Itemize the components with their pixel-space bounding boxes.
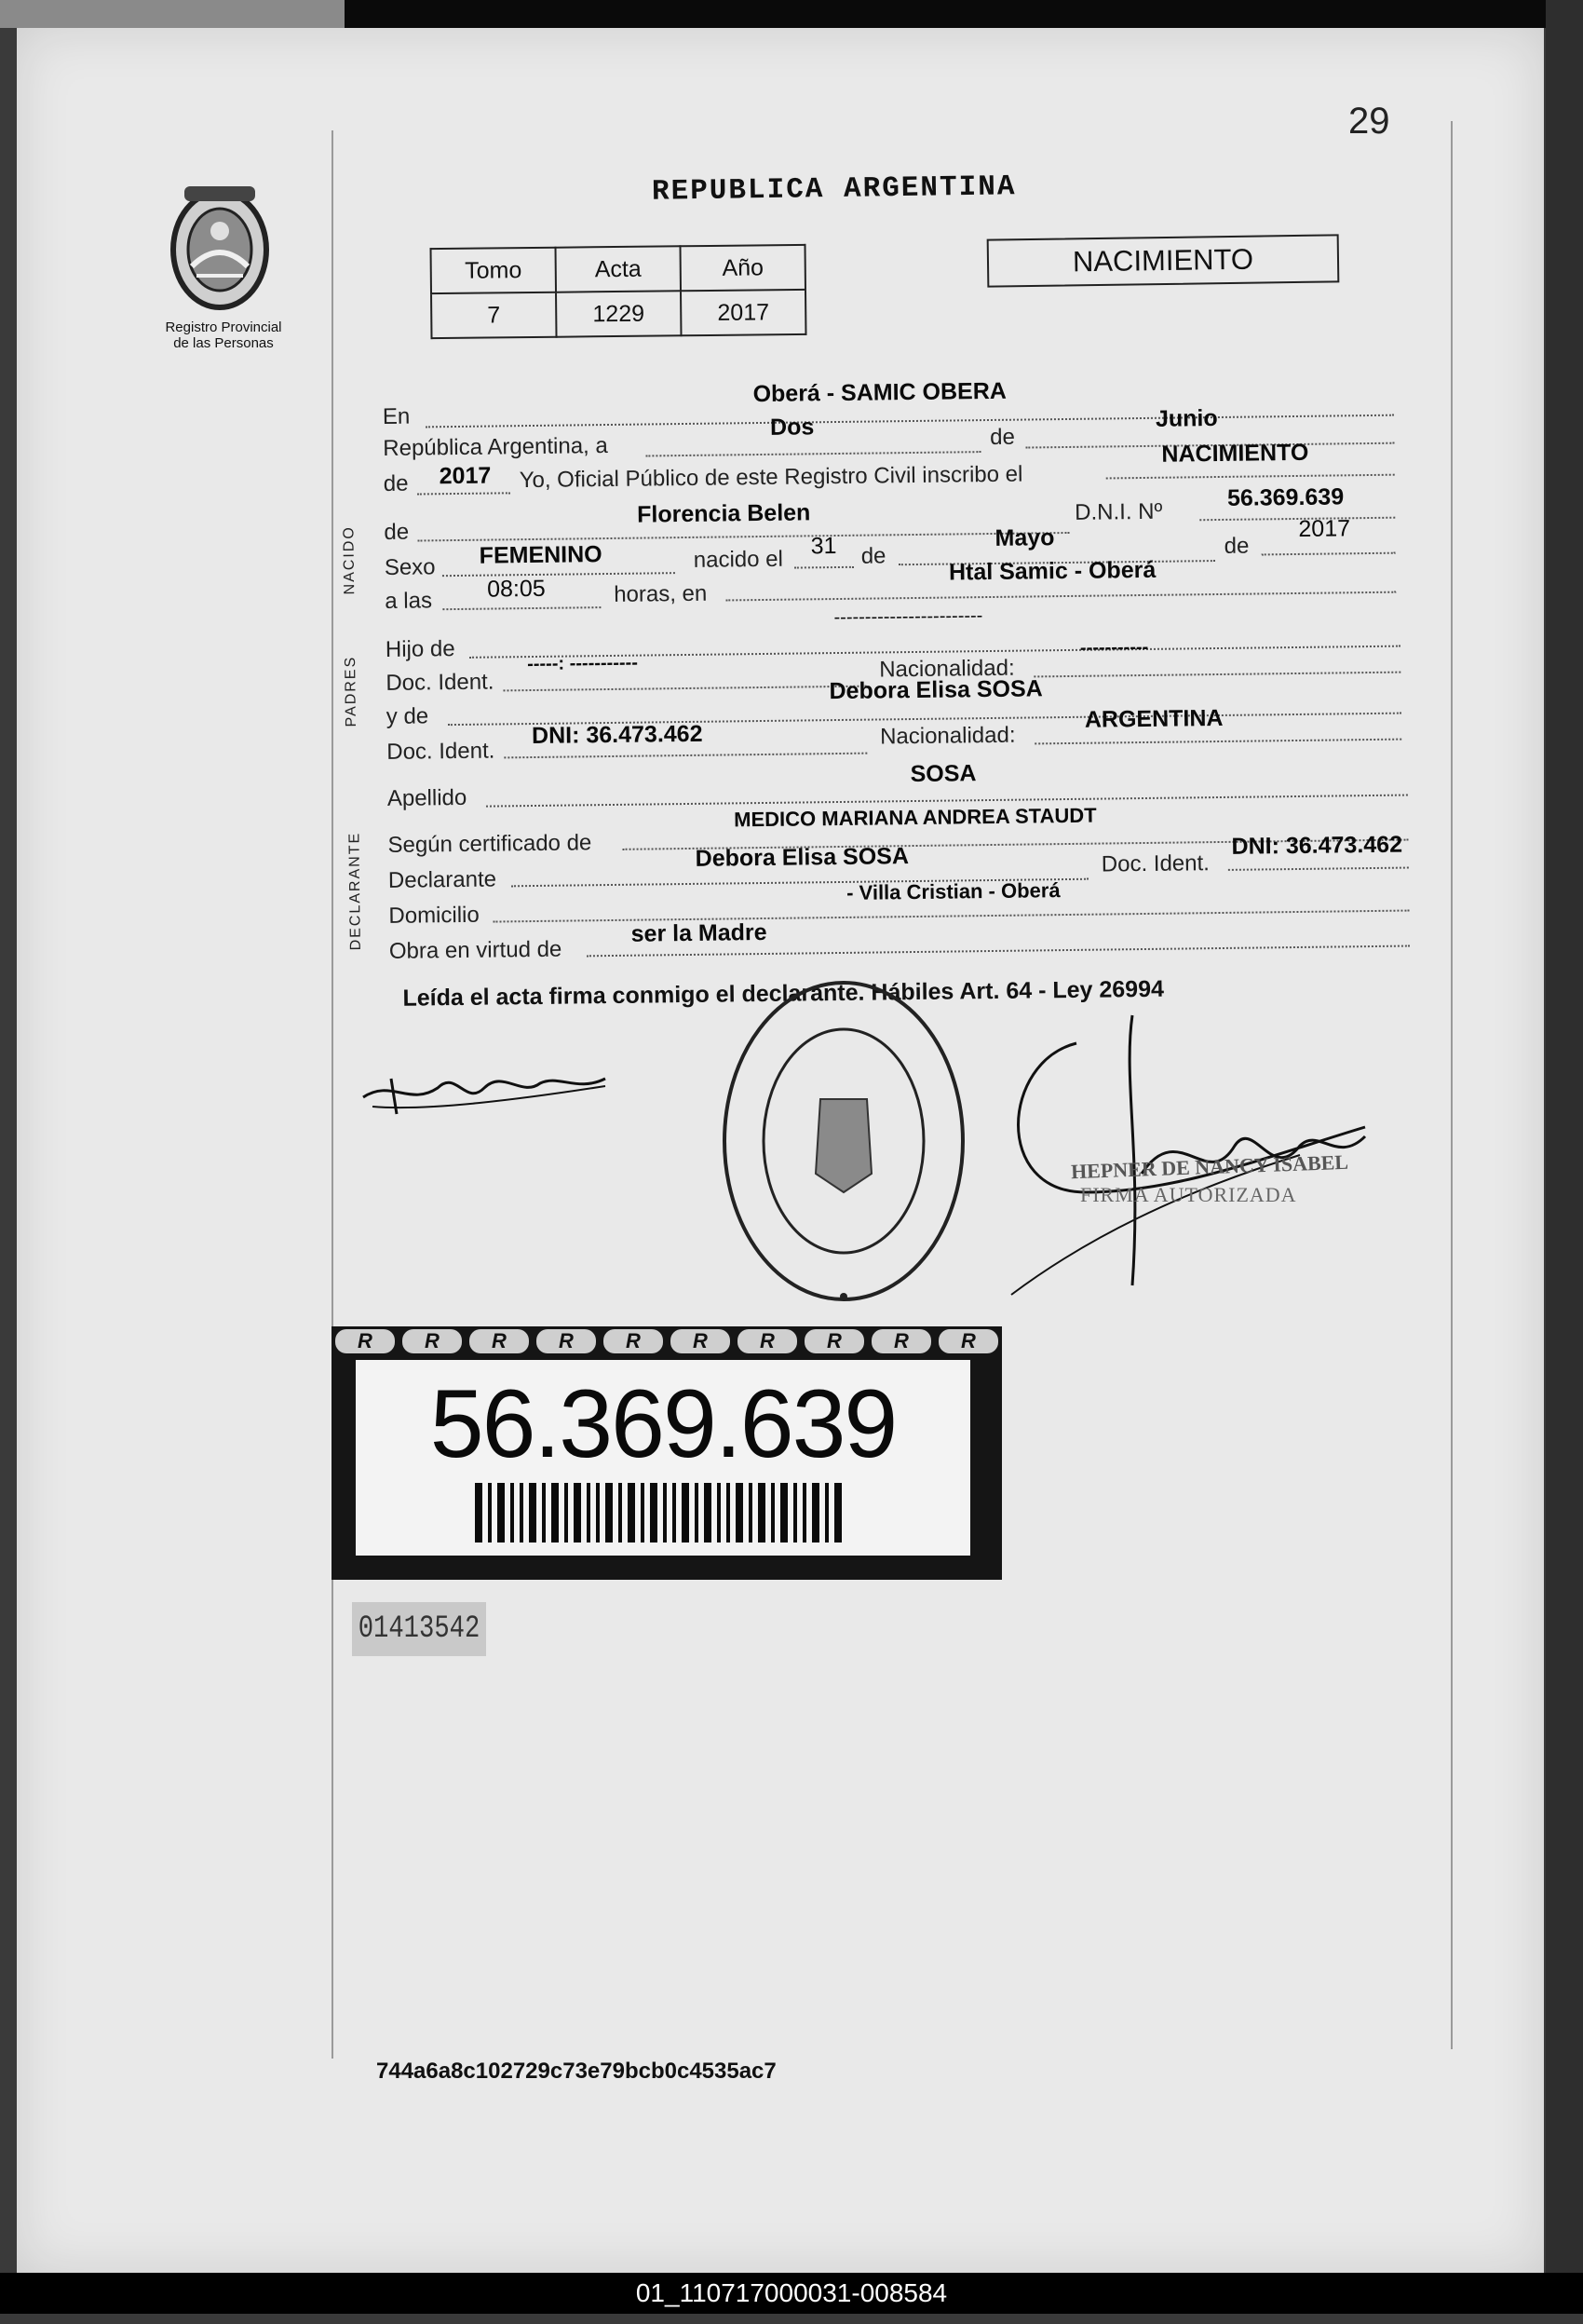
document-hash: 744a6a8c102729c73e79bcb0c4535ac7	[376, 2059, 777, 2084]
father-name-value: ------------------------	[833, 605, 983, 629]
mother-name-value: Debora Elisa SOSA	[829, 675, 1043, 705]
birth-place-value: Htal Samic - Oberá	[948, 556, 1157, 586]
mother-doc-value: DNI: 36.473.462	[531, 720, 703, 750]
r-mark: R	[737, 1329, 797, 1353]
declarante-side-label: DECLARANTE	[346, 831, 364, 951]
inscription-type-value: NACIMIENTO	[1161, 439, 1309, 468]
nacido-side-label: NACIDO	[341, 525, 359, 595]
declarante-label: Declarante	[387, 866, 497, 893]
dotted-line	[1262, 552, 1396, 556]
file-id-bar	[0, 2273, 1583, 2314]
y-de-label: y de	[386, 703, 429, 729]
page-number: 29	[1348, 101, 1390, 142]
r-mark: R	[670, 1329, 730, 1353]
place-value: Oberá - SAMIC OBERA	[752, 377, 1008, 408]
a-las-label: a las	[385, 588, 433, 614]
birth-year-value: 2017	[1298, 515, 1351, 542]
doc-ident-label-3: Doc. Ident.	[1101, 850, 1211, 877]
anio-value: 2017	[681, 290, 805, 335]
dni-label-block	[331, 1326, 1002, 1580]
hijo-de-label: Hijo de	[385, 636, 455, 662]
de-label-3: de	[860, 543, 886, 569]
dotted-line	[503, 686, 866, 692]
anio-header: Año	[680, 245, 805, 291]
barcode	[475, 1483, 847, 1543]
surname-value: SOSA	[910, 760, 977, 788]
birth-month-value: Mayo	[994, 524, 1055, 551]
day-words-value: Dos	[769, 414, 815, 441]
nacido-de-label: de	[384, 519, 410, 545]
de-label-2: de	[383, 470, 409, 496]
de-label: de	[990, 424, 1016, 450]
r-mark: R	[469, 1329, 529, 1353]
obra-value: ser la Madre	[630, 918, 767, 947]
dni-label-panel	[356, 1360, 970, 1556]
caption-line-2: de las Personas	[173, 335, 274, 351]
month-value: Junio	[1155, 405, 1218, 432]
birth-day-value: 31	[810, 533, 837, 560]
de-label-4: de	[1224, 533, 1250, 559]
r-mark: R	[939, 1329, 998, 1353]
dotted-line	[1034, 672, 1400, 678]
birth-time-value: 08:05	[486, 575, 546, 603]
mother-nationality-value: ARGENTINA	[1084, 704, 1224, 733]
dotted-line	[442, 606, 601, 610]
caption-line-1: Registro Provincial	[165, 319, 282, 335]
child-dni-value: 56.369.639	[1226, 483, 1345, 511]
horas-label: horas, en	[614, 580, 708, 607]
republica-label: República Argentina, a	[383, 433, 608, 461]
declarante-doc-value: DNI: 36.473.462	[1231, 831, 1403, 860]
dotted-line	[417, 532, 1069, 542]
domicilio-value: - Villa Cristian - Oberá	[846, 878, 1061, 904]
acta-header: Acta	[556, 246, 681, 292]
dni-number: 56.369.639	[429, 1370, 897, 1478]
dotted-line	[1035, 739, 1401, 745]
nacionalidad-label-2: Nacionalidad:	[879, 722, 1016, 750]
doc-ident-label: Doc. Ident.	[386, 669, 494, 696]
r-mark: R	[335, 1329, 395, 1353]
document-type-box: NACIMIENTO	[987, 234, 1340, 287]
certificate-value: MEDICO MARIANA ANDREA STAUDT	[734, 803, 1097, 832]
dotted-line	[442, 572, 675, 577]
child-name-value: Florencia Belen	[637, 499, 811, 528]
acta-value: 1229	[556, 291, 681, 336]
apellido-label: Apellido	[386, 784, 467, 811]
serial-number: 01413542	[352, 1602, 486, 1656]
security-strip	[331, 1326, 1002, 1356]
tomo-value: 7	[431, 292, 556, 338]
sexo-label: Sexo	[384, 554, 436, 580]
signature-stamp-role: FIRMA AUTORIZADA	[1080, 1183, 1297, 1206]
dotted-line	[417, 492, 510, 495]
dotted-line	[645, 451, 981, 456]
r-mark: R	[536, 1329, 596, 1353]
father-doc-value: -----: -----------	[527, 652, 639, 675]
padres-side-label: PADRES	[343, 655, 359, 727]
inscribo-label: Yo, Oficial Público de este Registro Civil inscribo el	[519, 461, 1023, 494]
dotted-line	[725, 591, 1396, 602]
obra-label: Obra en virtud de	[388, 936, 562, 964]
declarante-value: Debora Elisa SOSA	[695, 843, 910, 872]
signature-stamp-name: HEPNER DE NANCY ISABEL	[1070, 1149, 1349, 1184]
dotted-line	[504, 753, 867, 759]
doc-ident-label-2: Doc. Ident.	[386, 738, 495, 765]
r-mark: R	[402, 1329, 462, 1353]
tomo-header: Tomo	[431, 248, 556, 293]
document-title: REPUBLICA ARGENTINA	[651, 170, 1017, 209]
r-mark: R	[872, 1329, 931, 1353]
nacionalidad-label: Nacionalidad:	[879, 655, 1015, 683]
r-mark: R	[805, 1329, 864, 1353]
dotted-line	[1228, 867, 1409, 871]
dotted-line	[794, 566, 854, 569]
dotted-line	[1106, 474, 1395, 480]
nacido-el-label: nacido el	[693, 546, 784, 573]
domicilio-label: Domicilio	[388, 902, 480, 929]
r-mark: R	[603, 1329, 663, 1353]
declarant-signature	[354, 1041, 615, 1125]
dni-label: D.N.I. Nº	[1075, 498, 1163, 525]
dotted-line	[426, 415, 1394, 428]
official-seal	[713, 969, 974, 1313]
footer-statement: Leída el acta firma conmigo el declarante. Hábiles Art. 64 - Ley 26994	[402, 975, 1165, 1012]
en-label: En	[382, 403, 411, 429]
file-id: 01_110717000031-008584	[635, 2278, 948, 2307]
father-nationality-value: -----------	[1079, 636, 1149, 659]
year-value: 2017	[439, 462, 492, 490]
certificado-label: Según certificado de	[387, 830, 592, 858]
sexo-value: FEMENINO	[479, 541, 602, 569]
